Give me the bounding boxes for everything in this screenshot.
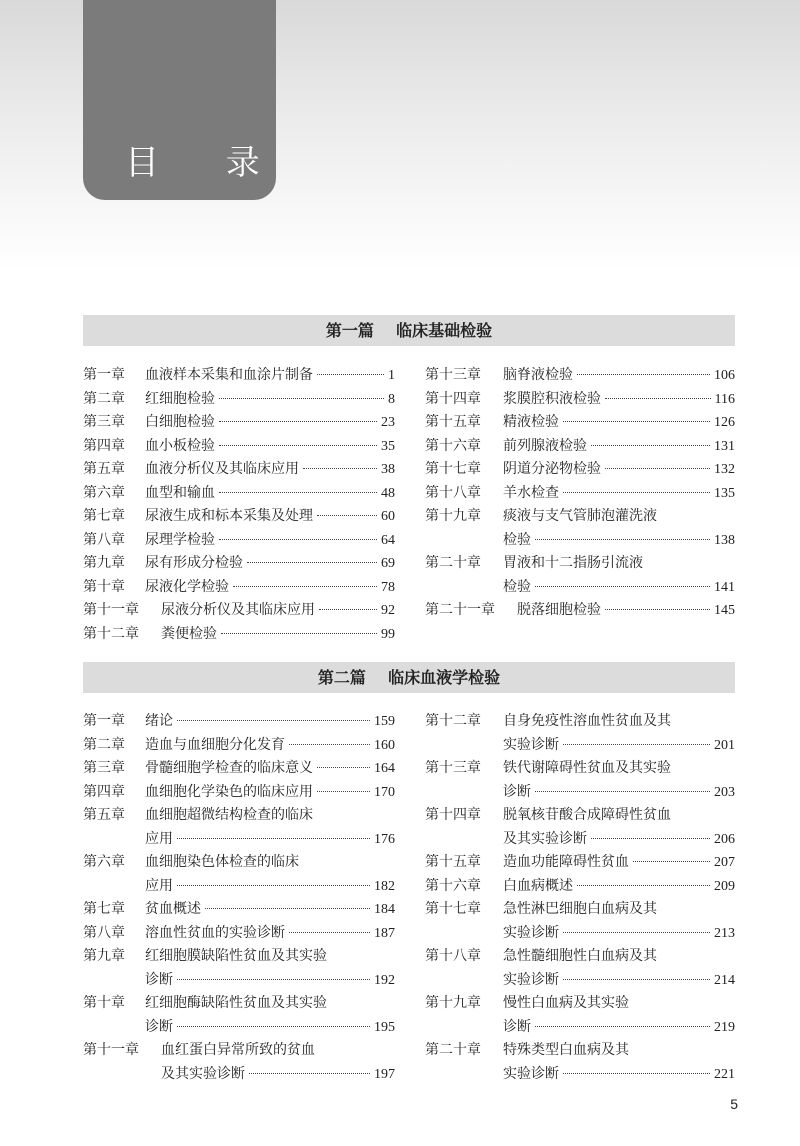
page-ref: 214 <box>714 972 735 988</box>
chapter-title: 血红蛋白异常所致的贫血 <box>161 1042 315 1058</box>
toc-entry[interactable] <box>83 552 395 576</box>
chapter-title: 粪便检验 <box>161 625 217 642</box>
toc-line <box>425 992 735 1016</box>
chapter-title: 脑脊液检验 <box>503 367 573 383</box>
chapter-title: 血细胞化学染色的临床应用 <box>145 783 313 800</box>
toc-line <box>425 599 735 623</box>
toc-line <box>83 757 395 781</box>
page-ref: 141 <box>714 579 735 595</box>
chapter-number: 第一章 <box>83 713 125 729</box>
page-ref: 35 <box>381 438 395 454</box>
dot-leader <box>563 421 710 422</box>
chapter-number: 第三章 <box>83 414 125 430</box>
toc-line-continued <box>83 1016 395 1040</box>
toc-line <box>83 576 395 600</box>
toc-line-continued <box>83 875 395 899</box>
dot-leader <box>205 908 370 909</box>
chapter-number: 第九章 <box>83 555 125 571</box>
toc-entry[interactable] <box>425 851 735 875</box>
dot-leader <box>577 885 710 886</box>
page-ref: 78 <box>381 579 395 595</box>
chapter-title: 红细胞酶缺陷性贫血及其实验 <box>145 995 327 1011</box>
page-ref: 69 <box>381 556 395 571</box>
dot-leader <box>289 932 370 933</box>
toc-line <box>425 1039 735 1063</box>
chapter-number: 第十六章 <box>425 877 481 894</box>
toc-line <box>425 851 735 875</box>
chapter-title: 尿液生成和标本采集及处理 <box>145 508 313 524</box>
chapter-title: 精液检验 <box>503 414 559 430</box>
chapter-title-continued: 及其实验诊断 <box>503 830 587 847</box>
chapter-number: 第五章 <box>83 807 125 823</box>
toc-line <box>425 804 735 828</box>
chapter-title: 前列腺液检验 <box>503 437 587 454</box>
dot-leader <box>605 398 711 399</box>
toc-line <box>83 435 395 459</box>
dot-leader <box>219 398 384 399</box>
chapter-number: 第十六章 <box>425 437 481 454</box>
chapter-title: 溶血性贫血的实验诊断 <box>145 924 285 941</box>
dot-leader <box>319 609 377 610</box>
toc-line <box>425 388 735 412</box>
dot-leader <box>219 492 377 493</box>
dot-leader <box>563 932 710 933</box>
toc-entry[interactable] <box>83 757 395 781</box>
toc-line <box>83 505 395 529</box>
dot-leader <box>177 838 370 839</box>
chapter-number: 第十二章 <box>83 625 139 642</box>
toc-entry[interactable] <box>83 505 395 529</box>
dot-leader <box>247 562 377 563</box>
toc-line <box>83 804 395 828</box>
chapter-number: 第十四章 <box>425 390 481 407</box>
chapter-number: 第七章 <box>83 508 125 524</box>
chapter-number: 第十七章 <box>425 901 481 917</box>
toc-entry[interactable] <box>83 482 395 506</box>
toc-line-continued <box>425 828 735 852</box>
toc-line <box>83 734 395 758</box>
chapter-title: 红细胞检验 <box>145 390 215 407</box>
page-ref: 209 <box>714 878 735 894</box>
toc-line <box>83 599 395 623</box>
page-ref: 159 <box>374 714 395 729</box>
chapter-title: 脱落细胞检验 <box>517 602 601 618</box>
page-ref: 221 <box>714 1066 735 1082</box>
toc-line <box>425 364 735 388</box>
dot-leader <box>577 374 710 375</box>
chapter-title: 浆膜腔积液检验 <box>503 390 601 407</box>
toc-line <box>83 898 395 922</box>
page-ref: 187 <box>374 925 395 941</box>
toc-column-part2-right <box>425 710 735 1086</box>
dot-leader <box>219 445 377 446</box>
toc-entry[interactable] <box>83 364 395 388</box>
page-ref: 106 <box>714 368 735 383</box>
chapter-number: 第十九章 <box>425 508 481 524</box>
dot-leader <box>591 838 710 839</box>
chapter-title: 尿液化学检验 <box>145 578 229 595</box>
page-ref: 201 <box>714 737 735 753</box>
dot-leader <box>563 492 710 493</box>
toc-entry[interactable] <box>425 364 735 388</box>
chapter-title-continued: 应用 <box>145 877 173 894</box>
toc-line-continued <box>425 969 735 993</box>
toc-line <box>425 458 735 482</box>
chapter-number: 第十四章 <box>425 807 481 823</box>
toc-entry[interactable] <box>83 411 395 435</box>
toc-line <box>425 945 735 969</box>
dot-leader <box>535 539 710 540</box>
page-ref: 213 <box>714 925 735 941</box>
dot-leader <box>303 468 377 469</box>
toc-entry[interactable] <box>425 435 735 459</box>
chapter-number: 第二十章 <box>425 555 481 571</box>
dot-leader <box>633 861 710 862</box>
toc-line <box>83 623 395 647</box>
chapter-title: 贫血概述 <box>145 901 201 917</box>
chapter-number: 第十章 <box>83 995 125 1011</box>
toc-line <box>83 364 395 388</box>
toc-entry[interactable] <box>83 623 395 647</box>
toc-entry[interactable] <box>83 388 395 412</box>
dot-leader <box>317 515 377 516</box>
page-ref: 1 <box>388 368 395 383</box>
toc-entry[interactable] <box>83 599 395 623</box>
toc-column-part1-right <box>425 364 735 623</box>
toc-line <box>425 411 735 435</box>
toc-line <box>83 851 395 875</box>
toc-line <box>425 435 735 459</box>
page-ref: 164 <box>374 761 395 776</box>
chapter-title-continued: 应用 <box>145 830 173 847</box>
chapter-number: 第十章 <box>83 578 125 595</box>
toc-entry[interactable] <box>83 992 395 1039</box>
dot-leader <box>233 586 377 587</box>
chapter-title-continued: 实验诊断 <box>503 736 559 753</box>
toc-entry[interactable] <box>425 875 735 899</box>
chapter-number: 第十五章 <box>425 414 481 430</box>
toc-line-continued <box>425 922 735 946</box>
toc-entry[interactable] <box>83 804 395 851</box>
chapter-number: 第九章 <box>83 948 125 964</box>
page-ref: 99 <box>381 626 395 642</box>
chapter-title: 红细胞膜缺陷性贫血及其实验 <box>145 948 327 964</box>
toc-line-continued <box>425 576 735 600</box>
chapter-title-continued: 检验 <box>503 578 531 595</box>
chapter-title: 尿液分析仪及其临床应用 <box>161 602 315 618</box>
chapter-number: 第二章 <box>83 390 125 407</box>
chapter-title-continued: 诊断 <box>145 971 173 988</box>
chapter-title-continued: 及其实验诊断 <box>161 1065 245 1082</box>
chapter-title: 尿理学检验 <box>145 531 215 548</box>
page-ref: 195 <box>374 1019 395 1035</box>
dot-leader <box>605 468 710 469</box>
chapter-title-continued: 实验诊断 <box>503 971 559 988</box>
toc-entry[interactable] <box>425 505 735 552</box>
page-ref: 23 <box>381 415 395 430</box>
page-ref: 116 <box>714 391 735 407</box>
toc-column-part1-left <box>83 364 395 646</box>
toc-line <box>425 552 735 576</box>
page-ref: 182 <box>374 878 395 894</box>
toc-line-continued <box>425 1016 735 1040</box>
dot-leader <box>289 744 370 745</box>
page-title: 目 录 <box>125 143 288 183</box>
page-ref: 170 <box>374 784 395 800</box>
chapter-title: 血型和输血 <box>145 484 215 501</box>
chapter-title: 造血与血细胞分化发育 <box>145 736 285 753</box>
chapter-number: 第十五章 <box>425 854 481 870</box>
toc-line <box>83 482 395 506</box>
page-ref: 207 <box>714 855 735 870</box>
toc-line-continued <box>83 969 395 993</box>
chapter-number: 第六章 <box>83 484 125 501</box>
toc-entry[interactable] <box>83 576 395 600</box>
toc-entry[interactable] <box>425 898 735 945</box>
chapter-title: 自身免疫性溶血性贫血及其 <box>503 713 671 729</box>
chapter-number: 第十七章 <box>425 461 481 477</box>
chapter-number: 第十八章 <box>425 484 481 501</box>
toc-line <box>425 757 735 781</box>
toc-entry[interactable] <box>425 804 735 851</box>
toc-entry[interactable] <box>83 529 395 553</box>
part-heading-1: 第一篇 临床基础检验 <box>83 315 735 346</box>
dot-leader <box>219 539 377 540</box>
chapter-title-continued: 实验诊断 <box>503 1065 559 1082</box>
chapter-title: 急性髓细胞性白血病及其 <box>503 948 657 964</box>
toc-entry[interactable] <box>425 482 735 506</box>
toc-entry[interactable] <box>425 388 735 412</box>
toc-line <box>83 458 395 482</box>
chapter-title: 尿有形成分检验 <box>145 555 243 571</box>
chapter-title: 白血病概述 <box>503 877 573 894</box>
page-ref: 176 <box>374 831 395 847</box>
toc-line <box>83 411 395 435</box>
chapter-number: 第十三章 <box>425 760 481 776</box>
dot-leader <box>563 979 710 980</box>
toc-line-continued <box>425 529 735 553</box>
chapter-number: 第二章 <box>83 736 125 753</box>
chapter-number: 第十一章 <box>83 602 139 618</box>
dot-leader <box>177 1026 370 1027</box>
toc-line-continued <box>425 734 735 758</box>
toc-line <box>83 710 395 734</box>
chapter-number: 第一章 <box>83 367 125 383</box>
toc-line <box>83 388 395 412</box>
dot-leader <box>605 609 710 610</box>
toc-entry[interactable] <box>83 734 395 758</box>
toc-line <box>425 505 735 529</box>
toc-line <box>425 710 735 734</box>
chapter-title: 绪论 <box>145 713 173 729</box>
toc-entry[interactable] <box>83 851 395 898</box>
chapter-title: 慢性白血病及其实验 <box>503 995 629 1011</box>
dot-leader <box>563 1073 710 1074</box>
page-ref: 64 <box>381 532 395 548</box>
dot-leader <box>317 374 384 375</box>
chapter-title: 造血功能障碍性贫血 <box>503 854 629 870</box>
page-ref: 160 <box>374 737 395 753</box>
toc-line <box>83 945 395 969</box>
chapter-number: 第二十章 <box>425 1042 481 1058</box>
toc-line-continued <box>83 1063 395 1087</box>
dot-leader <box>177 885 370 886</box>
chapter-title: 脱氧核苷酸合成障碍性贫血 <box>503 807 671 823</box>
chapter-title: 血小板检验 <box>145 437 215 454</box>
page-ref: 145 <box>714 603 735 618</box>
page-ref: 131 <box>714 438 735 454</box>
toc-entry[interactable] <box>425 992 735 1039</box>
chapter-title-continued: 诊断 <box>503 1018 531 1035</box>
toc-entry[interactable] <box>425 458 735 482</box>
toc-entry[interactable] <box>425 599 735 623</box>
chapter-title: 急性淋巴细胞白血病及其 <box>503 901 657 917</box>
page-ref: 219 <box>714 1019 735 1035</box>
page-ref: 197 <box>374 1066 395 1082</box>
page-ref: 126 <box>714 415 735 430</box>
toc-line <box>83 552 395 576</box>
toc-entry[interactable] <box>425 411 735 435</box>
chapter-title-continued: 诊断 <box>145 1018 173 1035</box>
page-ref: 192 <box>374 972 395 988</box>
page-ref: 92 <box>381 603 395 618</box>
dot-leader <box>221 633 377 634</box>
toc-entry[interactable] <box>83 435 395 459</box>
chapter-number: 第八章 <box>83 924 125 941</box>
toc-entry[interactable] <box>83 922 395 946</box>
dot-leader <box>177 720 370 721</box>
toc-line-continued <box>425 781 735 805</box>
toc-entry[interactable] <box>425 1039 735 1086</box>
chapter-title: 血液样本采集和血涂片制备 <box>145 367 313 383</box>
dot-leader <box>591 445 710 446</box>
toc-line <box>425 898 735 922</box>
chapter-title: 特殊类型白血病及其 <box>503 1042 629 1058</box>
chapter-title: 羊水检查 <box>503 484 559 501</box>
chapter-title: 白细胞检验 <box>145 414 215 430</box>
page-ref: 60 <box>381 509 395 524</box>
toc-line <box>83 992 395 1016</box>
chapter-title: 骨髓细胞学检查的临床意义 <box>145 760 313 776</box>
chapter-number: 第四章 <box>83 783 125 800</box>
chapter-title: 血细胞染色体检查的临床 <box>145 854 299 870</box>
chapter-number: 第十一章 <box>83 1042 139 1058</box>
chapter-title: 胃液和十二指肠引流液 <box>503 555 643 571</box>
dot-leader <box>535 586 710 587</box>
page-ref: 132 <box>714 462 735 477</box>
dot-leader <box>219 421 377 422</box>
toc-entry[interactable] <box>83 710 395 734</box>
toc-line <box>83 529 395 553</box>
chapter-title-continued: 诊断 <box>503 783 531 800</box>
page-ref: 206 <box>714 831 735 847</box>
dot-leader <box>535 1026 710 1027</box>
toc-entry[interactable] <box>83 458 395 482</box>
dot-leader <box>177 979 370 980</box>
page-ref: 135 <box>714 485 735 501</box>
toc-entry[interactable] <box>83 945 395 992</box>
dot-leader <box>563 744 710 745</box>
part-heading-2: 第二篇 临床血液学检验 <box>83 662 735 693</box>
dot-leader <box>317 767 370 768</box>
toc-entry[interactable] <box>425 552 735 599</box>
chapter-title-continued: 实验诊断 <box>503 924 559 941</box>
chapter-title: 血细胞超微结构检查的临床 <box>145 807 313 823</box>
toc-entry[interactable] <box>425 945 735 992</box>
toc-line <box>425 482 735 506</box>
page-ref: 48 <box>381 485 395 501</box>
toc-line-continued <box>425 1063 735 1087</box>
page-number: 5 <box>730 1096 738 1112</box>
page-ref: 38 <box>381 462 395 477</box>
chapter-number: 第八章 <box>83 531 125 548</box>
toc-line-continued <box>83 828 395 852</box>
chapter-number: 第五章 <box>83 461 125 477</box>
toc-column-part2-left <box>83 710 395 1086</box>
page-ref: 8 <box>388 391 395 407</box>
toc-entry[interactable] <box>83 781 395 805</box>
chapter-number: 第十九章 <box>425 995 481 1011</box>
dot-leader <box>249 1073 370 1074</box>
chapter-title-continued: 检验 <box>503 531 531 548</box>
chapter-number: 第四章 <box>83 437 125 454</box>
chapter-number: 第七章 <box>83 901 125 917</box>
chapter-title: 血液分析仪及其临床应用 <box>145 461 299 477</box>
toc-entry[interactable] <box>425 757 735 804</box>
chapter-number: 第十二章 <box>425 713 481 729</box>
toc-entry[interactable] <box>425 710 735 757</box>
chapter-number: 第二十一章 <box>425 602 495 618</box>
chapter-number: 第六章 <box>83 854 125 870</box>
chapter-title: 铁代谢障碍性贫血及其实验 <box>503 760 671 776</box>
chapter-title: 痰液与支气管肺泡灌洗液 <box>503 508 657 524</box>
page-ref: 203 <box>714 784 735 800</box>
dot-leader <box>535 791 710 792</box>
toc-entry[interactable] <box>83 1039 395 1086</box>
page-ref: 138 <box>714 532 735 548</box>
chapter-number: 第十三章 <box>425 367 481 383</box>
chapter-title: 阴道分泌物检验 <box>503 461 601 477</box>
toc-line <box>83 1039 395 1063</box>
chapter-number: 第三章 <box>83 760 125 776</box>
toc-line <box>425 875 735 899</box>
chapter-number: 第十八章 <box>425 948 481 964</box>
toc-line <box>83 922 395 946</box>
toc-entry[interactable] <box>83 898 395 922</box>
dot-leader <box>317 791 370 792</box>
page-ref: 184 <box>374 902 395 917</box>
toc-line <box>83 781 395 805</box>
